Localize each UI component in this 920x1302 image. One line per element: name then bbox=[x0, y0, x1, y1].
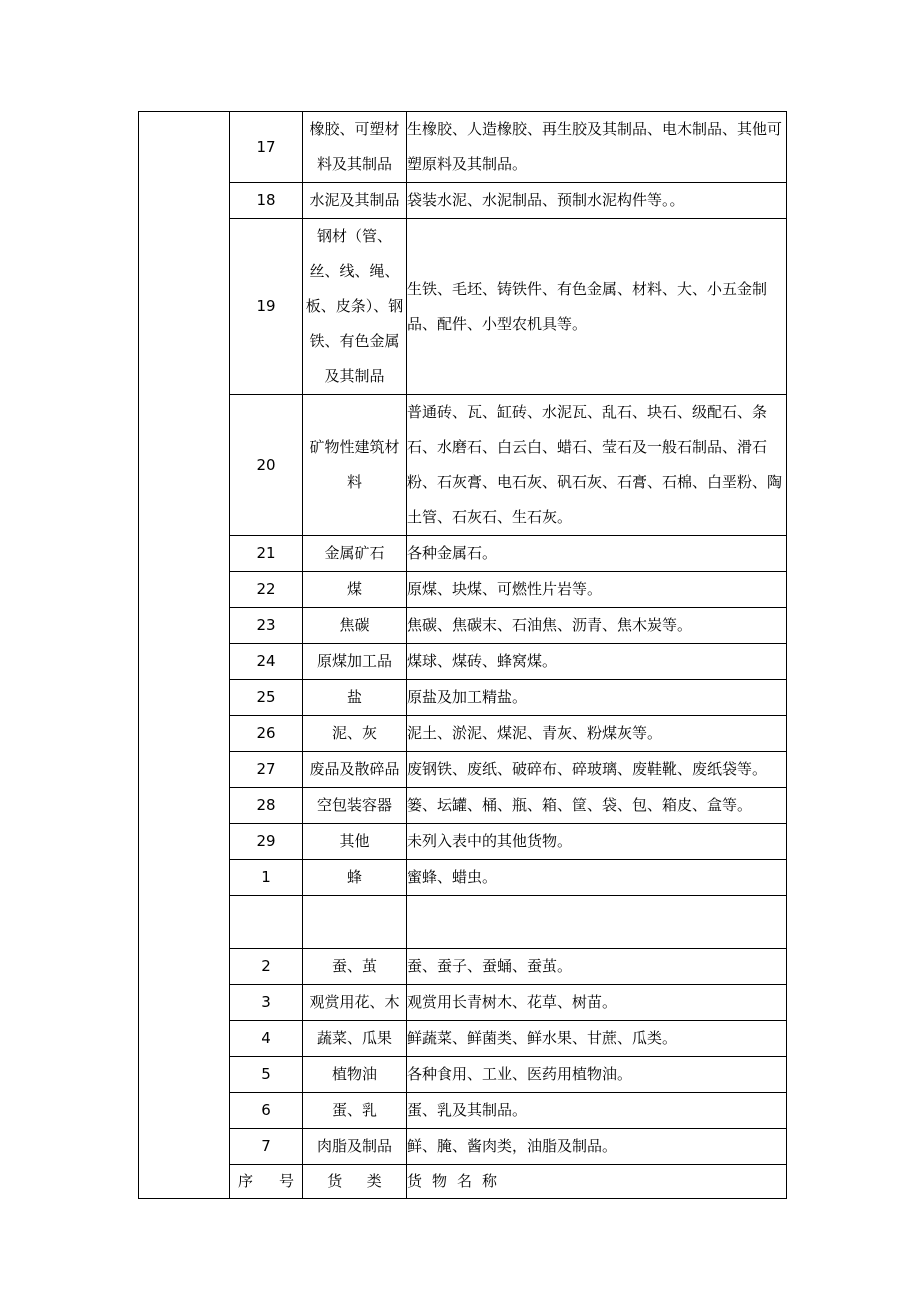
row-category: 金属矿石 bbox=[303, 536, 407, 572]
row-goods-names: 焦碳、焦碳末、石油焦、沥青、焦木炭等。 bbox=[407, 608, 787, 644]
header-category bbox=[303, 1165, 407, 1199]
row-category: 蛋、乳 bbox=[303, 1093, 407, 1129]
table-row bbox=[139, 824, 787, 860]
row-goods-names: 各种金属石。 bbox=[407, 536, 787, 572]
row-category: 焦碳 bbox=[303, 608, 407, 644]
table-row bbox=[139, 1057, 787, 1093]
table-row bbox=[139, 608, 787, 644]
table-row bbox=[139, 1129, 787, 1165]
row-category: 原煤加工品 bbox=[303, 644, 407, 680]
header-serial-char-1: 序 bbox=[238, 1172, 254, 1190]
row-goods-names: 废钢铁、废纸、破碎布、碎玻璃、废鞋靴、废纸袋等。 bbox=[407, 752, 787, 788]
row-category: 观赏用花、木 bbox=[303, 985, 407, 1021]
row-category: 钢材（管、丝、线、绳、板、皮条）、钢铁、有色金属及其制品 bbox=[303, 219, 407, 395]
row-category: 矿物性建筑材料 bbox=[303, 395, 407, 536]
row-number: 20 bbox=[230, 395, 303, 536]
table-row bbox=[139, 536, 787, 572]
row-goods-names: 篓、坛罐、桶、瓶、箱、筐、袋、包、箱皮、盒等。 bbox=[407, 788, 787, 824]
row-goods-names: 煤球、煤砖、蜂窝煤。 bbox=[407, 644, 787, 680]
row-goods-names: 泥土、淤泥、煤泥、青灰、粉煤灰等。 bbox=[407, 716, 787, 752]
table-row bbox=[139, 788, 787, 824]
row-goods-names: 蛋、乳及其制品。 bbox=[407, 1093, 787, 1129]
row-goods-names-empty bbox=[407, 896, 787, 949]
row-number: 21 bbox=[230, 536, 303, 572]
row-number: 24 bbox=[230, 644, 303, 680]
row-number: 27 bbox=[230, 752, 303, 788]
row-category: 泥、灰 bbox=[303, 716, 407, 752]
row-number: 23 bbox=[230, 608, 303, 644]
empty-table-row bbox=[139, 896, 787, 949]
row-number-empty bbox=[230, 896, 303, 949]
table-header-row bbox=[139, 1165, 787, 1199]
table-row bbox=[139, 680, 787, 716]
row-category: 空包装容器 bbox=[303, 788, 407, 824]
table-row bbox=[139, 949, 787, 985]
table-row bbox=[139, 644, 787, 680]
row-goods-names: 观赏用长青树木、花草、树苗。 bbox=[407, 985, 787, 1021]
row-goods-names: 原煤、块煤、可燃性片岩等。 bbox=[407, 572, 787, 608]
row-category: 煤 bbox=[303, 572, 407, 608]
header-category-char-2: 类 bbox=[366, 1172, 382, 1190]
row-goods-names: 各种食用、工业、医药用植物油。 bbox=[407, 1057, 787, 1093]
row-category-empty bbox=[303, 896, 407, 949]
row-number: 26 bbox=[230, 716, 303, 752]
row-category: 橡胶、可塑材料及其制品 bbox=[303, 112, 407, 183]
row-goods-names: 蚕、蚕子、蚕蛹、蚕茧。 bbox=[407, 949, 787, 985]
row-number: 2 bbox=[230, 949, 303, 985]
table-row bbox=[139, 112, 787, 183]
row-category: 盐 bbox=[303, 680, 407, 716]
table-row bbox=[139, 860, 787, 896]
goods-classification-table bbox=[138, 111, 787, 1199]
header-goods-names: 货物名称 bbox=[407, 1165, 787, 1199]
row-number: 29 bbox=[230, 824, 303, 860]
row-number: 6 bbox=[230, 1093, 303, 1129]
row-category: 肉脂及制品 bbox=[303, 1129, 407, 1165]
table-row bbox=[139, 395, 787, 536]
header-category-char-1: 货 bbox=[327, 1172, 343, 1190]
row-goods-names: 普通砖、瓦、缸砖、水泥瓦、乱石、块石、级配石、条石、水磨石、白云白、蜡石、莹石及一般石制品、滑石粉、石灰膏、电石灰、矾石灰、石膏、石棉、白垩粉、陶土管、石灰石、生石灰。 bbox=[407, 395, 787, 536]
blank-left-column bbox=[139, 112, 230, 1199]
row-number: 19 bbox=[230, 219, 303, 395]
row-number: 28 bbox=[230, 788, 303, 824]
row-category: 废品及散碎品 bbox=[303, 752, 407, 788]
row-goods-names: 蜜蜂、蜡虫。 bbox=[407, 860, 787, 896]
row-category: 蜂 bbox=[303, 860, 407, 896]
row-category: 植物油 bbox=[303, 1057, 407, 1093]
table-row bbox=[139, 752, 787, 788]
table-row bbox=[139, 183, 787, 219]
row-number: 22 bbox=[230, 572, 303, 608]
table-row bbox=[139, 1093, 787, 1129]
row-number: 4 bbox=[230, 1021, 303, 1057]
table-row bbox=[139, 1021, 787, 1057]
row-category: 水泥及其制品 bbox=[303, 183, 407, 219]
row-number: 3 bbox=[230, 985, 303, 1021]
row-goods-names: 鲜、腌、酱肉类，油脂及制品。 bbox=[407, 1129, 787, 1165]
table-row bbox=[139, 219, 787, 395]
row-number: 18 bbox=[230, 183, 303, 219]
row-goods-names: 鲜蔬菜、鲜菌类、鲜水果、甘蔗、瓜类。 bbox=[407, 1021, 787, 1057]
row-category: 其他 bbox=[303, 824, 407, 860]
row-goods-names: 未列入表中的其他货物。 bbox=[407, 824, 787, 860]
header-serial-char-2: 号 bbox=[278, 1172, 294, 1190]
row-goods-names: 生橡胶、人造橡胶、再生胶及其制品、电木制品、其他可塑原料及其制品。 bbox=[407, 112, 787, 183]
row-goods-names: 袋装水泥、水泥制品、预制水泥构件等。。 bbox=[407, 183, 787, 219]
row-goods-names: 原盐及加工精盐。 bbox=[407, 680, 787, 716]
row-goods-names: 生铁、毛坯、铸铁件、有色金属、材料、大、小五金制品、配件、小型农机具等。 bbox=[407, 219, 787, 395]
table-row bbox=[139, 985, 787, 1021]
row-number: 25 bbox=[230, 680, 303, 716]
table-row bbox=[139, 716, 787, 752]
table-row bbox=[139, 572, 787, 608]
row-number: 5 bbox=[230, 1057, 303, 1093]
row-category: 蚕、茧 bbox=[303, 949, 407, 985]
row-number: 7 bbox=[230, 1129, 303, 1165]
header-serial-number bbox=[230, 1165, 303, 1199]
row-number: 1 bbox=[230, 860, 303, 896]
row-category: 蔬菜、瓜果 bbox=[303, 1021, 407, 1057]
row-number: 17 bbox=[230, 112, 303, 183]
